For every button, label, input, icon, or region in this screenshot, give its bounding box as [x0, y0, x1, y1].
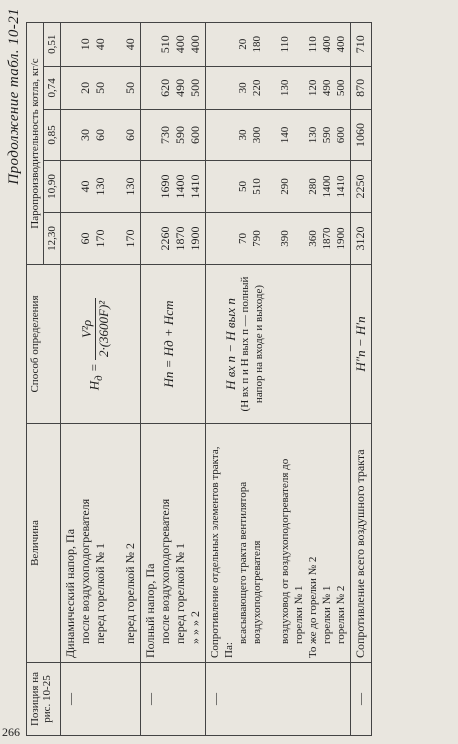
table-row [206, 23, 351, 736]
header-method: Способ определения [27, 265, 61, 424]
value-col-3: 730 590 600 [141, 110, 206, 161]
table-row [351, 23, 372, 736]
position-cell: — [351, 663, 372, 736]
value-col-3: 30 60 60 [61, 110, 141, 161]
header-capacity: Паропроизводительность котла, кг/с [27, 23, 44, 265]
value-col-2: 40 130 130 [61, 160, 141, 212]
header-row [27, 23, 44, 736]
page-number: 266 [2, 725, 20, 739]
value-col-2: 1690 1400 1410 [141, 160, 206, 212]
table-row [141, 23, 206, 736]
capacity-3: 0,85 [44, 110, 61, 161]
data-table [26, 22, 372, 736]
header-position: Позиция на рис. 10-25 [27, 663, 61, 736]
method-cell: H вх п − H вых п (H вх п и H вых п — полный напор на входе и выходе) [206, 265, 351, 424]
value-col-1: 3120 [351, 212, 372, 264]
value-col-2: 50 510 290 280 1400 1410 [206, 160, 351, 212]
position-cell: — [141, 663, 206, 736]
header-quantity: Величина [27, 424, 61, 663]
capacity-5: 0,51 [44, 23, 61, 67]
value-col-5: 20 180 110 110 400 400 [206, 23, 351, 67]
value-col-1: 60 170 170 [61, 212, 141, 264]
value-col-4: 870 [351, 66, 372, 110]
capacity-2: 10,90 [44, 160, 61, 212]
value-col-4: 20 50 50 [61, 66, 141, 110]
table-row [61, 23, 141, 736]
method-cell: $H_д$ = V²ρ 2·(3600F)² [61, 265, 141, 424]
value-col-1: 2260 1870 1900 [141, 212, 206, 264]
value-col-3: 1060 [351, 110, 372, 161]
method-cell: Hп = Hд + Hст [141, 265, 206, 424]
value-col-4: 30 220 130 120 490 500 [206, 66, 351, 110]
value-col-5: 710 [351, 23, 372, 67]
quantity-cell: Динамический напор, Па после воздухоподогревателя перед горелкой № 1 перед горелкой № 2 [61, 424, 141, 663]
quantity-cell: Сопротивление отдельных элементов тракта, Па: всасывающего тракта вентилятора воздухоподогревателя воздуховод от воздухоподогревателя до горелки № 1 То же до горелки № 2 горелки № 1 горелки № 2 [206, 424, 351, 663]
method-cell: H″п − H′п [351, 265, 372, 424]
capacity-4: 0,74 [44, 66, 61, 110]
value-col-5: 510 400 400 [141, 23, 206, 67]
position-cell: — [206, 663, 351, 736]
capacity-1: 12,30 [44, 212, 61, 264]
position-cell: — [61, 663, 141, 736]
quantity-cell: Сопротивление всего воздушного тракта [351, 424, 372, 663]
value-col-2: 2250 [351, 160, 372, 212]
value-col-5: 10 40 40 [61, 23, 141, 67]
quantity-cell: Полный напор, Па после воздухоподогревателя перед горелкой № 1 » » » 2 [141, 424, 206, 663]
value-col-3: 30 300 140 130 590 600 [206, 110, 351, 161]
table-caption: Продолжение табл. 10-21 [6, 8, 22, 185]
value-col-4: 620 490 500 [141, 66, 206, 110]
value-col-1: 70 790 390 360 1870 1900 [206, 212, 351, 264]
